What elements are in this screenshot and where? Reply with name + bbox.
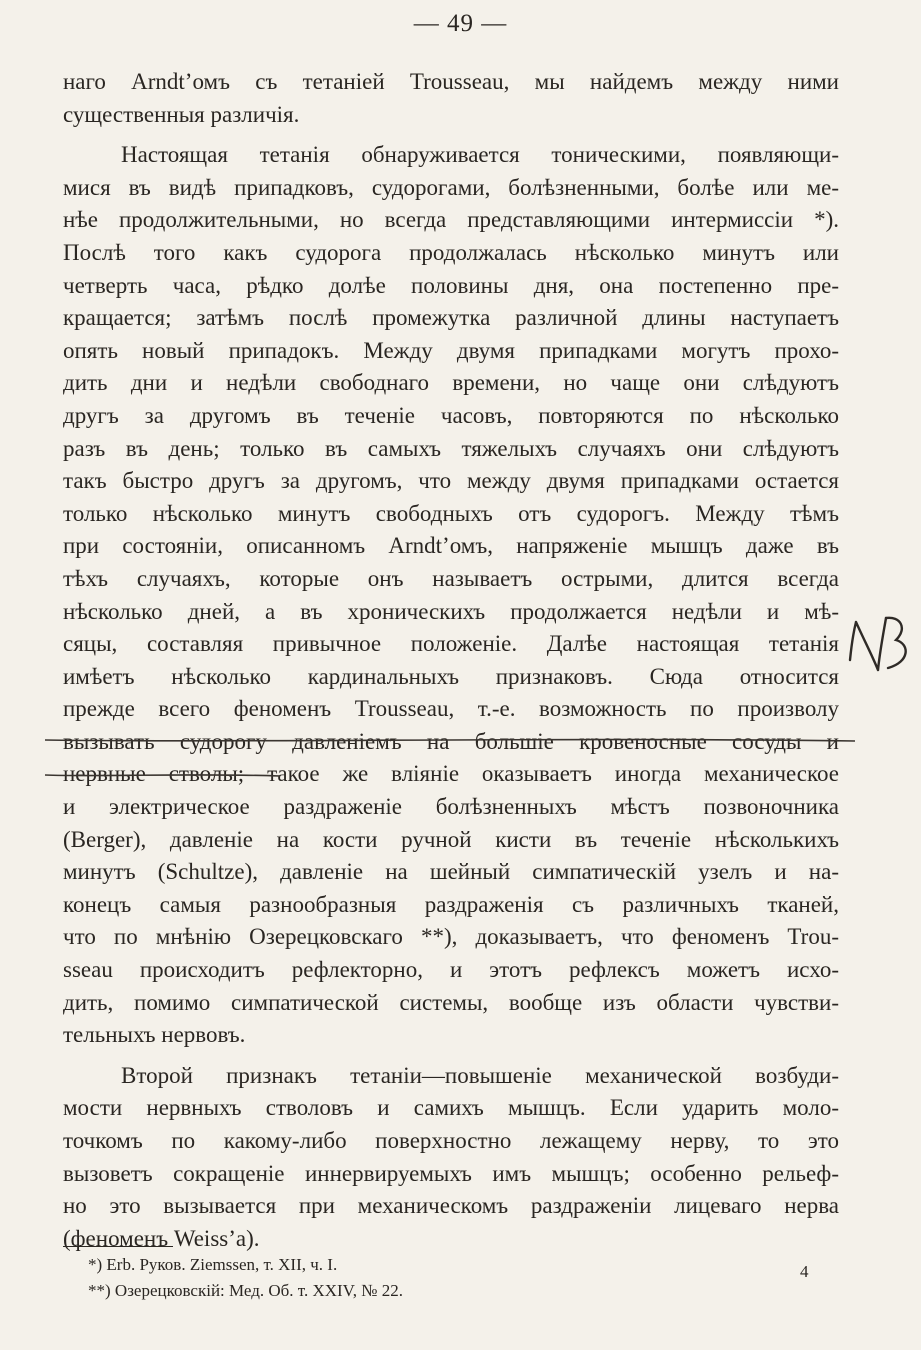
text-line: нѣсколько дней, а въ хроническихъ продолжается недѣли и мѣ- — [63, 598, 839, 624]
text-line: нѣе продолжительными, но всегда представляющими интермиссіи *). — [63, 207, 839, 233]
text-line: Настоящая тетанія обнаруживается тоническими, появляющи- — [121, 142, 839, 168]
footnote-divider — [63, 1246, 173, 1247]
text-line: (Berger), давленіе на кости ручной кисти въ теченіе нѣсколькихъ — [63, 826, 839, 852]
text-line: вызоветъ сокращеніе иннервируемыхъ имъ мышцъ; особенно рельеф- — [63, 1160, 839, 1186]
text-line: четверть часа, рѣдко долѣе половины дня, она постепенно пре- — [63, 272, 839, 298]
text-line: дить дни и недѣли свободнаго времени, но чаще они слѣдуютъ — [63, 370, 839, 396]
text-line: конецъ самыя разнообразныя раздраженія съ различныхъ тканей, — [63, 891, 839, 917]
text-line: Послѣ того какъ судорога продолжалась нѣсколько минутъ или — [63, 239, 839, 265]
text-line: только нѣсколько минутъ свободныхъ отъ судорогъ. Между тѣмъ — [63, 500, 839, 526]
footnote: **) Озерецковскій: Мед. Об. т. XXIV, № 22. — [88, 1281, 403, 1300]
printer-signature: 4 — [800, 1262, 809, 1281]
text-line: опять новый припадокъ. Между двумя припадками могутъ прохо- — [63, 337, 839, 363]
text-line: прежде всего феноменъ Trousseau, т.-е. возможность по произволу — [63, 696, 839, 722]
text-line: точкомъ по какому-либо поверхностно лежащему нерву, то это — [63, 1128, 839, 1153]
nb-margin-mark — [840, 610, 920, 690]
text-line: существенныя различія. — [63, 101, 300, 127]
body-text — [63, 66, 839, 1255]
text-line: сяцы, составляя привычное положеніе. Далѣе настоящая тетанія — [63, 631, 839, 657]
text-line: нервные стволы; такое же вліяніе оказываетъ иногда механическое — [63, 761, 839, 787]
text-line: имѣетъ нѣсколько кардинальныхъ признаковъ. Сюда относится — [63, 663, 839, 689]
handwritten-underline — [40, 735, 860, 795]
footnote: *) Erb. Руков. Ziemssen, т. XII, ч. I. — [88, 1255, 338, 1274]
text-line: мися въ видѣ припадковъ, судорогами, болѣзненными, болѣе или ме- — [63, 174, 839, 200]
margin-mark-label: NB — [840, 610, 842, 611]
text-line: тельныхъ нервовъ. — [63, 1022, 246, 1048]
text-line: и электрическое раздраженіе болѣзненныхъ мѣстъ позвоночника — [63, 794, 839, 820]
text-line: вызывать судорогу давленіемъ на большіе кровеносные сосуды и — [63, 728, 839, 754]
text-line: но это вызывается при механическомъ раздраженіи лицеваго нерва — [63, 1193, 839, 1219]
text-line: (феноменъ Weiss’a). — [63, 1225, 260, 1251]
text-line: такъ быстро другъ за другомъ, что между двумя припадками остается — [63, 468, 839, 494]
text-line: при состояніи, описанномъ Arndt’омъ, напряженіе мышцъ даже въ — [63, 533, 839, 559]
text-line: кращается; затѣмъ послѣ промежутка различной длины наступаетъ — [63, 305, 839, 331]
footnotes — [88, 1252, 788, 1304]
text-line: что по мнѣнію Озерецковскаго **), доказываетъ, что феноменъ Trou- — [63, 924, 839, 950]
text-line: Второй признакъ тетаніи—повышеніе механической возбуди- — [121, 1062, 839, 1088]
text-line: sseau происходитъ рефлекторно, и этотъ рефлексъ можетъ исхо- — [63, 957, 839, 983]
text-line: наго Arndt’омъ съ тетаніей Trousseau, мы найдемъ между ними — [63, 69, 839, 94]
page-number: — 49 — — [413, 10, 508, 37]
text-line: мости нервныхъ стволовъ и самихъ мышцъ. Если ударить моло- — [63, 1095, 839, 1121]
text-line: тѣхъ случаяхъ, которые онъ называетъ острыми, длится всегда — [63, 565, 839, 591]
text-line: разъ въ день; только въ самыхъ тяжелыхъ случаяхъ они слѣдуютъ — [63, 435, 839, 461]
text-line: минутъ (Schultze), давленіе на шейный симпатическій узелъ и на- — [63, 859, 839, 885]
text-line: другъ за другомъ въ теченіе часовъ, повторяются по нѣсколько — [63, 402, 839, 428]
text-line: дить, помимо симпатической системы, вообще изъ области чувстви- — [63, 989, 839, 1015]
